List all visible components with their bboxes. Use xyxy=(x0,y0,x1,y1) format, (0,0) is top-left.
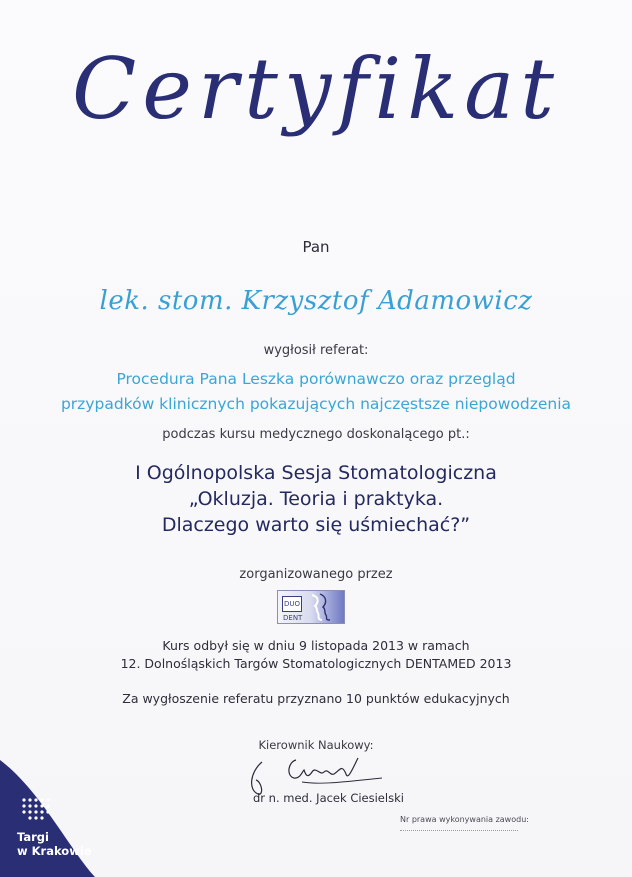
salutation: Pan xyxy=(302,238,330,256)
certificate-title: Certyfikat xyxy=(71,40,561,138)
course-line-2: „Okluzja. Teoria i praktyka. xyxy=(188,488,444,510)
targi-logo-icon xyxy=(20,797,60,823)
topic-line-1: Procedura Pana Leszka porównawczo oraz przegląd xyxy=(116,370,516,388)
organized-label: zorganizowanego przez xyxy=(239,567,393,582)
license-number-label: Nr prawa wykonywania zawodu: xyxy=(400,815,529,824)
organizer-logo xyxy=(277,590,345,624)
points-text: Za wygłoszenie referatu przyznano 10 punktów edukacyjnych xyxy=(122,691,510,706)
targi-brand-line1: Targi xyxy=(17,830,49,844)
targi-brand-line2: w Krakowie xyxy=(17,844,92,858)
during-label: podczas kursu medycznego doskonalącego pt.: xyxy=(162,427,470,442)
supervisor-label: Kierownik Naukowy: xyxy=(258,738,374,752)
course-info-line-2: 12. Dolnośląskich Targów Stomatologicznych DENTAMED 2013 xyxy=(120,656,512,671)
license-number-line xyxy=(400,830,518,831)
targi-brand xyxy=(17,830,92,858)
delivered-label: wygłosił referat: xyxy=(263,343,369,358)
recipient-name: lek. stom. Krzysztof Adamowicz xyxy=(99,286,533,316)
course-line-1: I Ogólnopolska Sesja Stomatologiczna xyxy=(135,462,497,484)
course-line-3: Dlaczego warto się uśmiechać?” xyxy=(161,514,471,536)
supervisor-name: dr n. med. Jacek Ciesielski xyxy=(253,791,404,805)
face-profile-icon xyxy=(306,593,336,621)
topic-line-2: przypadków klinicznych pokazujących najczęstsze niepowodzenia xyxy=(60,395,572,413)
course-info-line-1: Kurs odbył się w dniu 9 listopada 2013 w ramach xyxy=(162,638,470,653)
organizer-logo-text: DUO DENT xyxy=(282,596,302,612)
